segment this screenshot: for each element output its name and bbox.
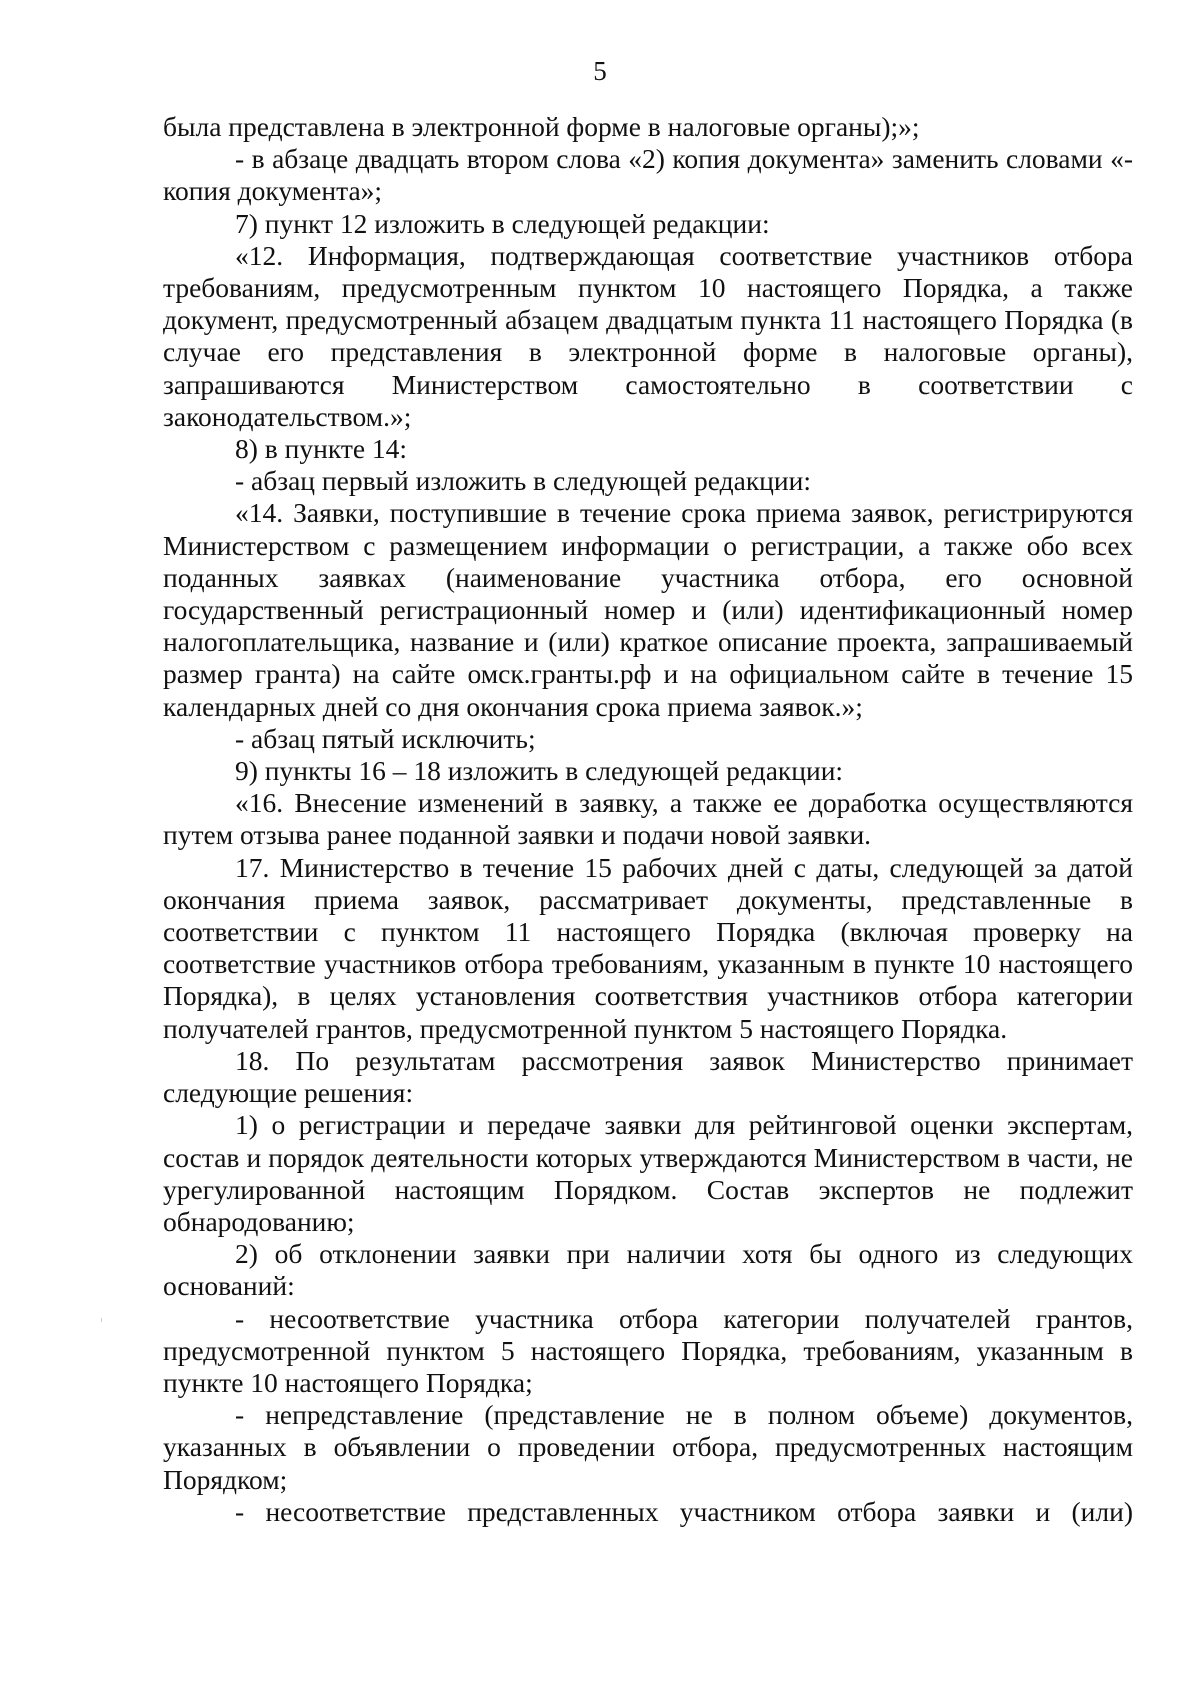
paragraph-item-8: 8) в пункте 14: — [235, 433, 408, 465]
paragraph-clause-14: «14. Заявки, поступившие в течение срока приема заявок, регистрируются Министерством с размещением информации о регистрации, а также обо всех поданных заявках (наименование участника отбора, его основной государственный регистрационный номер и (или) идентификационный номер налогоплательщика, название и (или) краткое описание проекта, запрашиваемый размер гранта) на сайте омск.гранты.рф и на официальном сайте в течение 15 календарных дней со дня окончания срока приема заявок.»; — [163, 497, 1133, 722]
page-number: 5 — [593, 56, 607, 86]
paragraph-clause-18: 18. По результатам рассмотрения заявок Министерство принимает следующие решения: — [163, 1044, 1133, 1109]
scan-margin-mark — [101, 1318, 102, 1322]
paragraph-clause-17: 17. Министерство в течение 15 рабочих дней с даты, следующей за датой окончания приема заявок, рассматривает документы, представленные в соответствии с пунктом 11 настоящего Порядка (включая проверку на соответствие участников отбора требованиям, указанным в пункте 10 настоящего Порядка), в целях установления соответствия участников отбора категории получателей грантов, предусмотренной пунктом 5 настоящего Порядка. — [163, 851, 1133, 1044]
paragraph-decision-2: 2) об отклонении заявки при наличии хотя бы одного из следующих оснований: — [163, 1238, 1133, 1302]
paragraph-clause-16: «16. Внесение изменений в заявку, а также ее доработка осуществляются путем отзыва ранее поданной заявки и подачи новой заявки. — [163, 787, 1133, 851]
paragraph-amendment-abzac-22: - в абзаце двадцать втором слова «2) копия документа» заменить словами «- копия документа»; — [163, 143, 1133, 207]
document-body — [163, 111, 1133, 1528]
paragraph-continuation: была представлена в электронной форме в налоговые органы);»; — [163, 111, 920, 142]
paragraph-ground-1: - несоответствие участника отбора категории получателей грантов, предусмотренной пунктом 5 настоящего Порядка, требованиям, указанным в пункте 10 настоящего Порядка; — [163, 1302, 1133, 1398]
paragraph-abzac-first: - абзац первый изложить в следующей редакции: — [235, 465, 811, 497]
paragraph-ground-2: - непредставление (представление не в полном объеме) документов, указанных в объявлении о проведении отбора, предусмотренных настоящим Порядком; — [163, 1399, 1133, 1495]
paragraph-decision-1: 1) о регистрации и передаче заявки для рейтинговой оценки экспертам, состав и порядок деятельности которых утверждаются Министерством в части, не урегулированной настоящим Порядком. Состав экспертов не подлежит обнародованию; — [163, 1109, 1133, 1237]
paragraph-ground-3: - несоответствие представленных участником отбора заявки и (или) — [235, 1495, 1133, 1527]
paragraph-item-9: 9) пункты 16 – 18 изложить в следующей редакции: — [235, 755, 844, 787]
paragraph-clause-12: «12. Информация, подтверждающая соответствие участников отбора требованиям, предусмотренным пунктом 10 настоящего Порядка, а также документ, предусмотренный абзацем двадцатым пункта 11 настоящего Порядка (в случае его представления в электронной форме в налоговые органы), запрашиваются Министерством самостоятельно в соответствии с законодательством.»; — [163, 239, 1133, 432]
paragraph-item-7: 7) пункт 12 изложить в следующей редакции: — [235, 207, 770, 239]
paragraph-abzac-fifth: - абзац пятый исключить; — [235, 722, 536, 754]
